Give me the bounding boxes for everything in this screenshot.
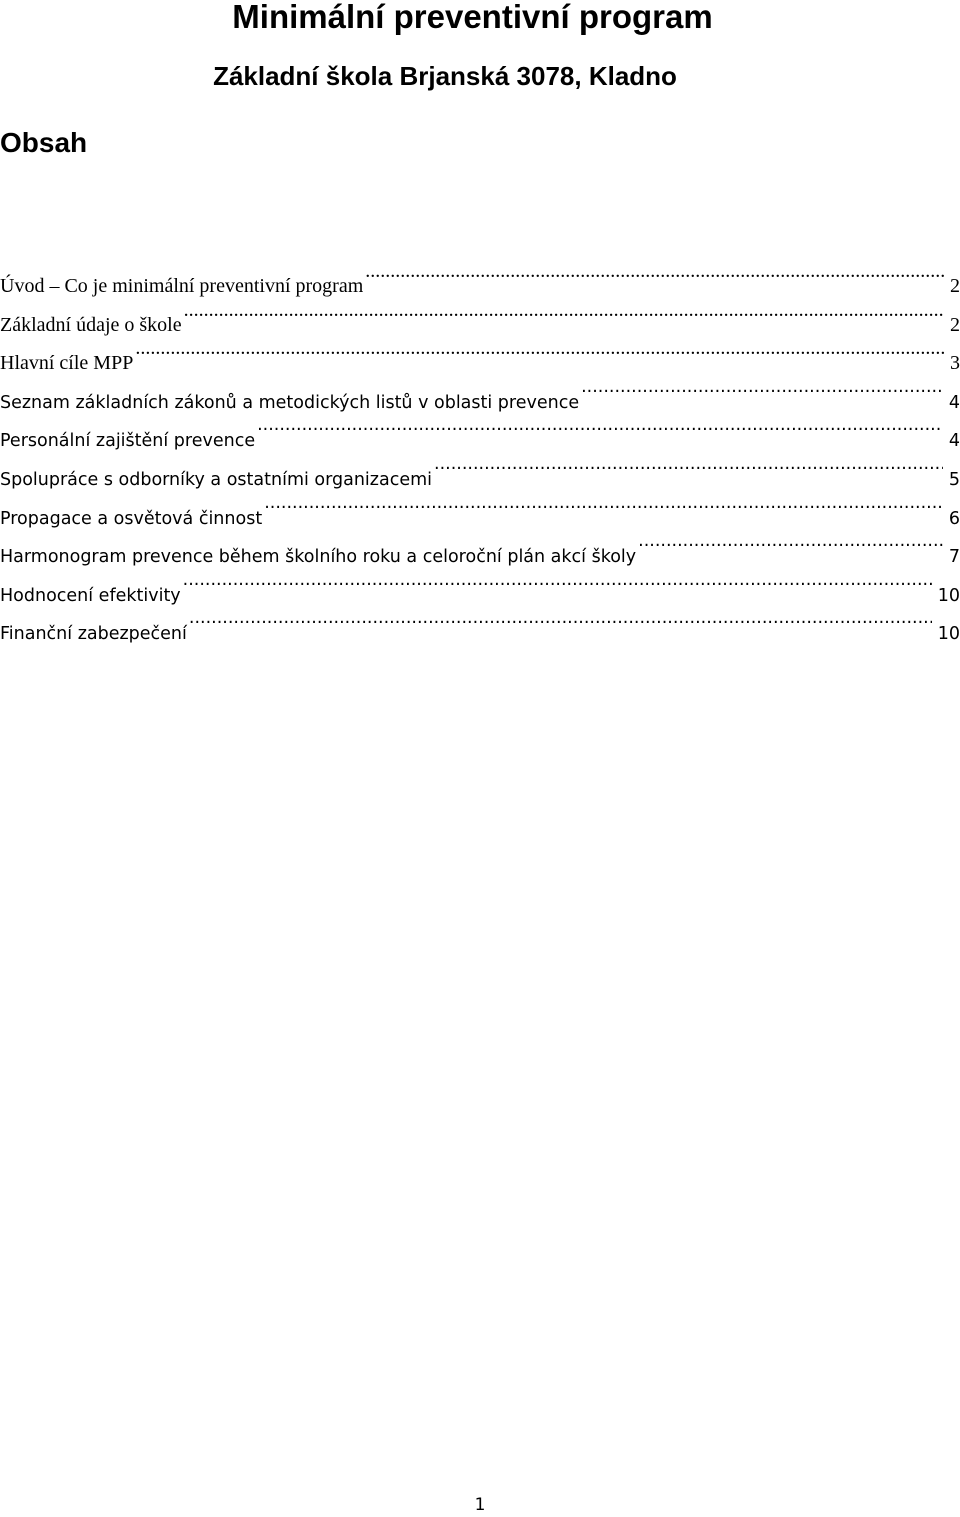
toc-dot-leader [189,609,932,639]
page-number: 1 [474,1495,486,1515]
document-title: Minimální preventivní program [232,0,713,35]
toc-entry-label: Harmonogram prevence během školního roku a celoroční plán akcí školy [0,547,637,568]
toc-dot-leader [135,339,944,369]
toc-entry-page: 10 [937,624,960,645]
toc-entry-page: 6 [948,508,960,529]
toc-entry-page: 4 [948,392,960,413]
toc-entry-label: Seznam základních zákonů a metodických listů v oblasti prevence [0,392,580,413]
toc-entry-zakladni-udaje[interactable] [0,301,960,340]
toc-dot-leader [183,571,932,601]
toc-entry-page: 4 [948,431,960,452]
toc-entry-page: 2 [950,275,960,297]
toc-entry-label: Hlavní cíle MPP [0,352,134,375]
toc-entry-label: Spolupráce s odborníky a ostatními organizacemi [0,469,433,490]
toc-dot-leader [581,378,943,408]
toc-entry-harmonogram[interactable] [0,532,960,571]
document-subtitle: Základní škola Brjanská 3078, Kladno [213,61,677,91]
toc-entry-uvod[interactable] [0,262,960,301]
toc-dot-leader [638,532,943,562]
toc-entry-label: Úvod – Co je minimální preventivní program [0,275,364,297]
toc-entry-financni[interactable] [0,609,960,648]
toc-dot-leader [434,455,943,485]
toc-entry-seznam-zakonu[interactable] [0,378,960,417]
toc-entry-label: Personální zajištění prevence [0,431,256,452]
toc-entry-hodnoceni[interactable] [0,571,960,610]
toc-dot-leader [184,301,944,331]
toc-entry-hlavni-cile[interactable] [0,339,960,378]
toc-entry-page: 10 [937,585,960,606]
toc-entry-page: 2 [950,313,960,336]
toc-dot-leader [365,262,944,292]
toc-entry-page: 5 [948,469,960,490]
toc-entry-label: Hodnocení efektivity [0,585,181,606]
toc-entry-personalni[interactable] [0,416,960,455]
toc-heading: Obsah [0,127,88,158]
toc-entry-page: 3 [950,352,960,375]
toc-entry-label: Základní údaje o škole [0,313,182,336]
toc-entry-spoluprace[interactable] [0,455,960,494]
toc-dot-leader [257,416,943,446]
table-of-contents [0,262,960,648]
toc-entry-propagace[interactable] [0,494,960,533]
toc-dot-leader [264,494,943,524]
toc-entry-label: Finanční zabezpečení [0,624,187,645]
toc-entry-label: Propagace a osvětová činnost [0,508,263,529]
toc-entry-page: 7 [948,547,960,568]
